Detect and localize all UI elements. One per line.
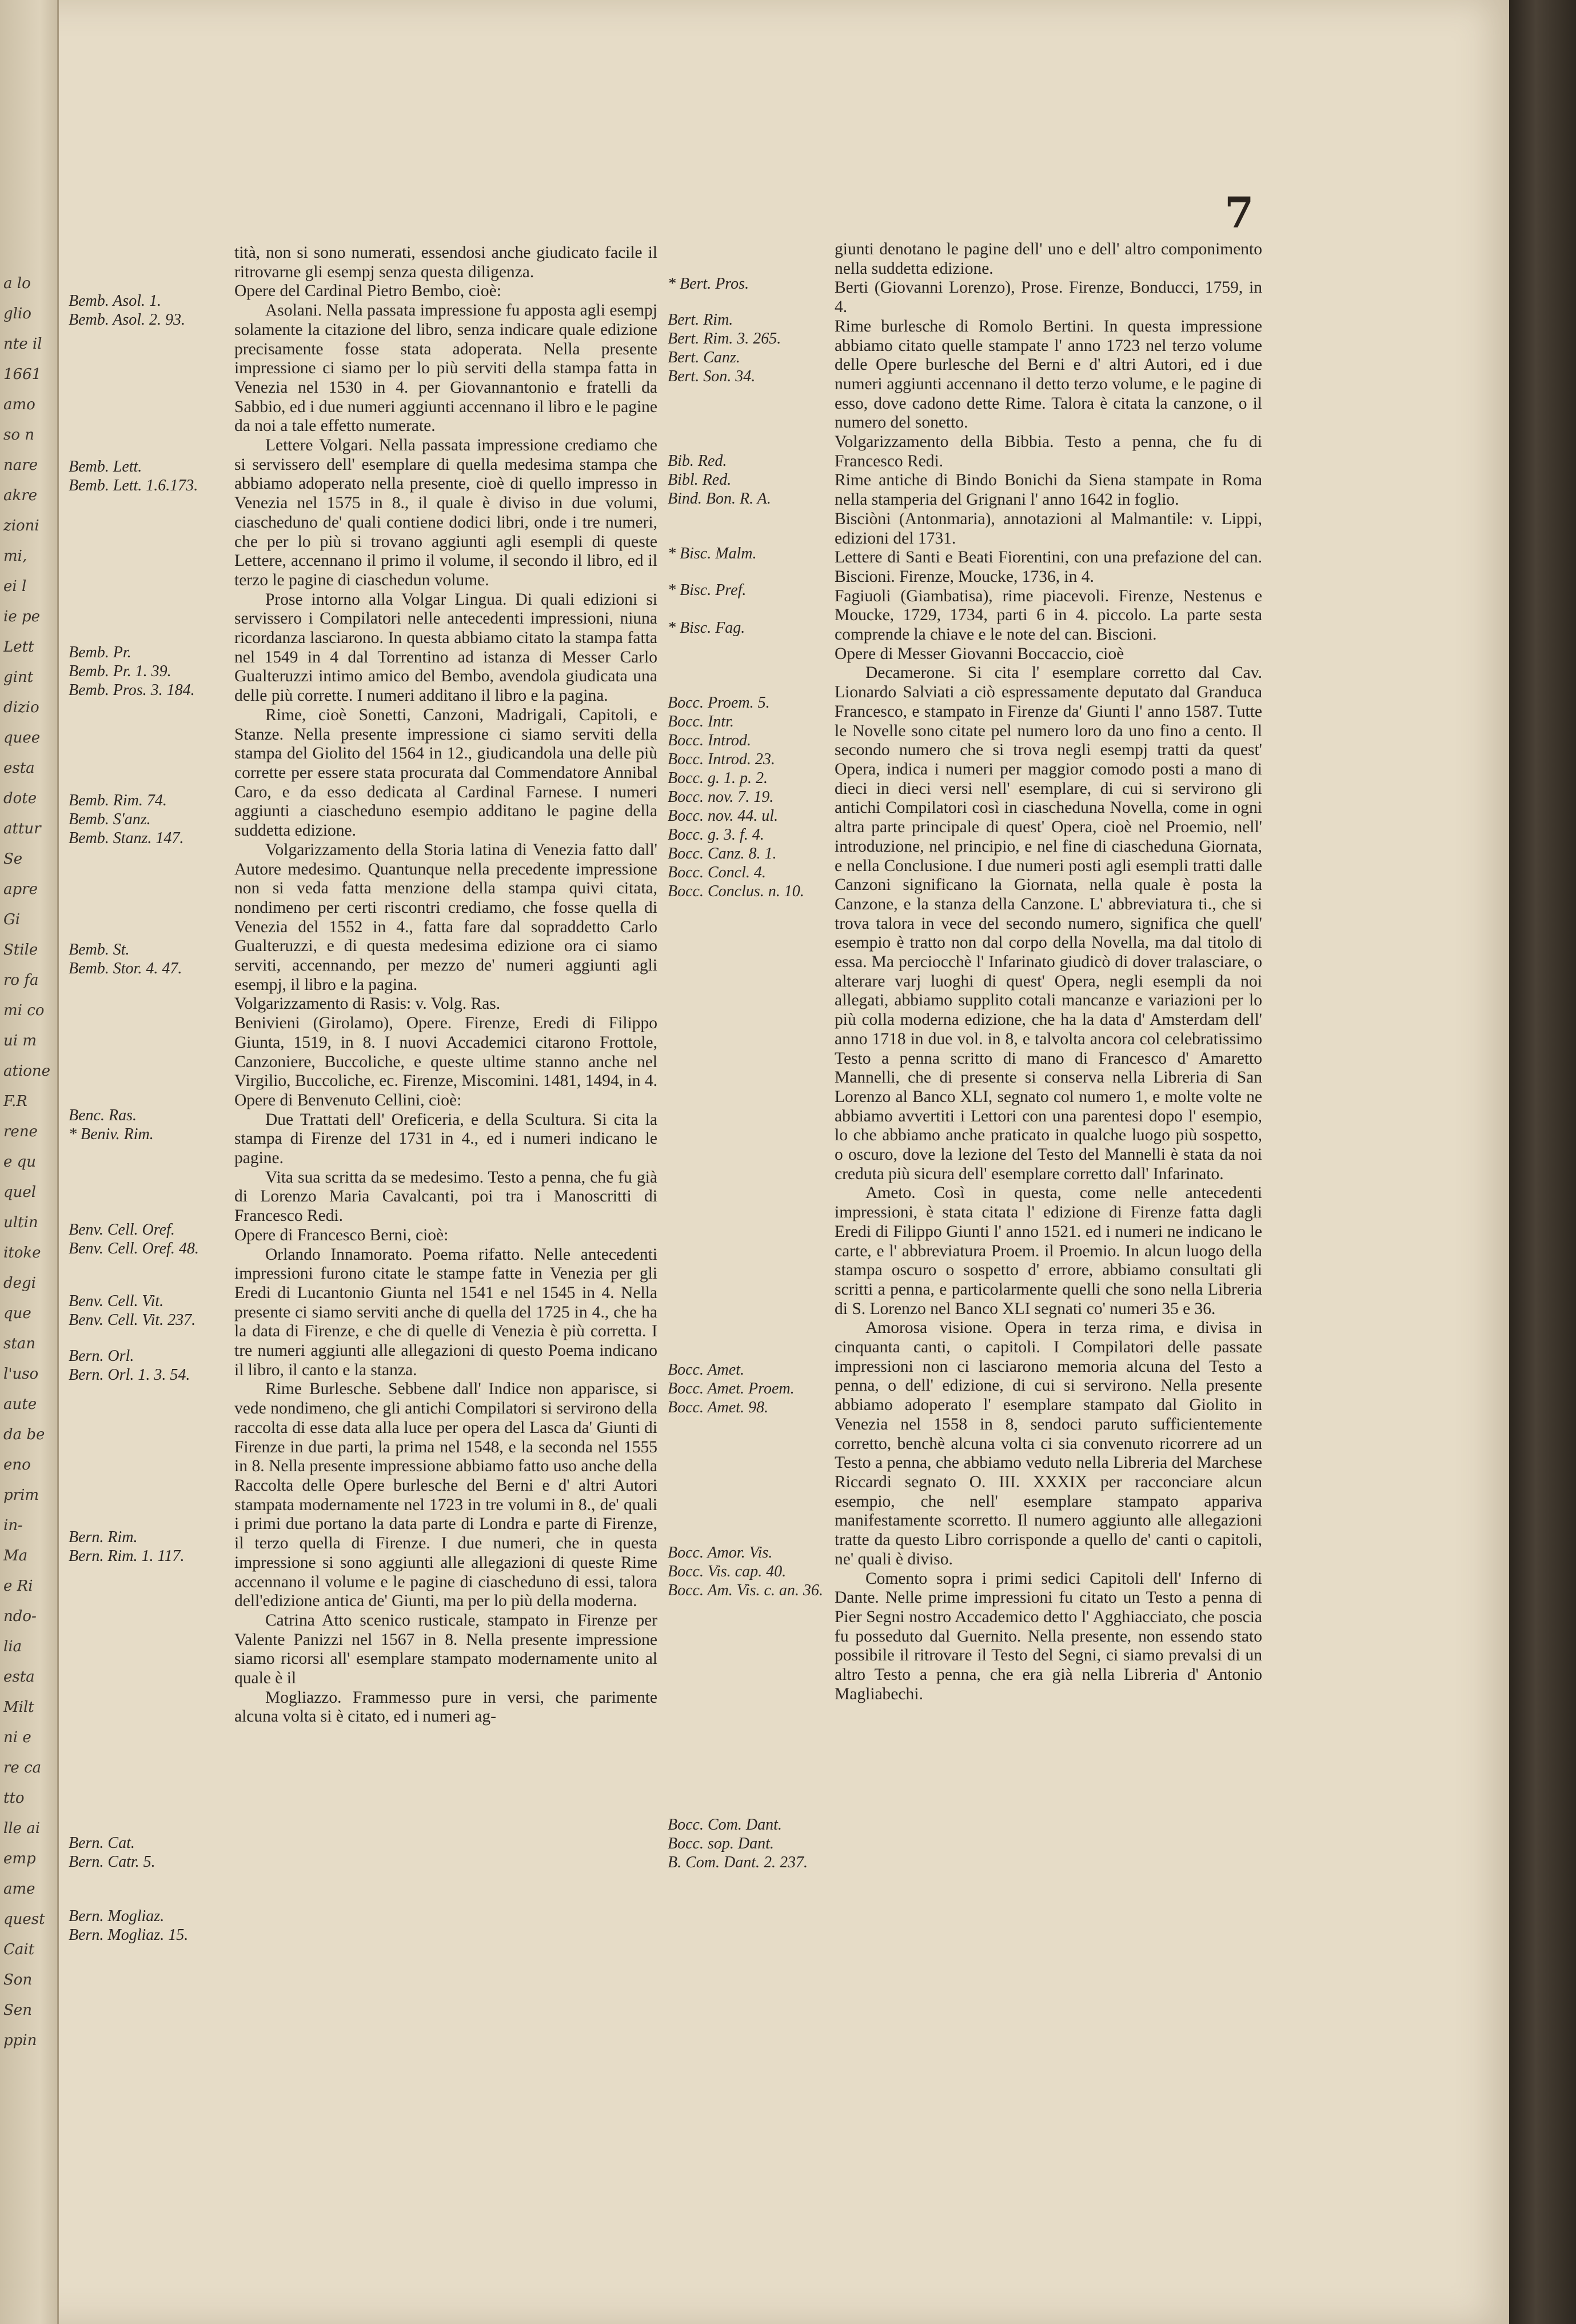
prev-page-fragment: atione xyxy=(3,1063,51,1080)
paragraph: Bisciòni (Antonmaria), annotazioni al Malmantile: v. Lippi, edizioni del 1731. xyxy=(835,509,1262,548)
prev-page-fragment: da be xyxy=(3,1426,45,1443)
marginal-reference: Bocc. Am. Vis. c. an. 36. xyxy=(668,1582,823,1599)
prev-page-fragment: emp xyxy=(3,1850,36,1867)
prev-page-fragment: ni e xyxy=(3,1729,31,1746)
marginal-reference: Bocc. g. 1. p. 2. xyxy=(668,769,768,787)
paragraph: Amorosa visione. Opera in terza rima, e divisa in cinquanta canti, o capitoli. I Compilatori delle passate impressioni non ci lasciarono memoria alcuna del Testo a penna, o dell' edizione, di cui si servirono. Nella presente abbiamo adoperato l' esemplare stampato dal Giolito in Venezia nel 1558 in 8, sendoci paruto sufficientemente corretto, benchè alcuna volta ci sia convenuto ricorrere ad un Testo a penna, che abbiamo veduto nella Libreria del Marchese Riccardi segnato O. III. XXXIX per racconciare alcun esempio, che nell' esemplare stampato appariva manifestamente scorretto. Il numero aggiunto alle allegazioni tratte da questo Libro corrisponde a quello de' canti o capitoli, ne' quali è diviso. xyxy=(835,1319,1262,1568)
book-edge-shadow xyxy=(1509,0,1576,2324)
paragraph: Comento sopra i primi sedici Capitoli dell' Inferno di Dante. Nelle prime impressioni fu citato un Testo a penna di Pier Segni nostro Accademico detto l' Agghiacciato, che poscia fu posseduto dal Guernito. Nella presente, non essendo stato possibile il ritrovare il Testo del Segni, ci siamo prevalsi di un altro Testo a penna, che era già nella Libreria d' Antonio Magliabechi. xyxy=(835,1569,1262,1703)
paragraph: Decamerone. Si cita l' esemplare corretto dal Cav. Lionardo Salviati a ciò espressamente deputato dal Granduca Francesco, e stampato in Firenze da' Giunti l' anno 1587. Tutte le Novelle sono citate pel numero loro da uno fino a cento. Il secondo numero che si trova negli esempj tratti da quest' Opera, indica i numeri per maggior comodo posti a mano di dieci in dieci versi nell' esemplare, di cui si servirono gli antichi Compilatori così in ciascheduna Novella, come in ogni altra parte principale di quest' Opera, cioè nel Proemio, nell' introduzione, nel principio, e nel fine di ciascheduna Giornata, e nella Conclusione. I due numeri posti agli esempli tratti dalle Canzoni significano la Giornata, nella quale è posta la Canzone, e la stanza della Canzone. L' abbreviatura ti., che si trova talora in vece del secondo numero, significa che quell' esempio è tratto non dal corpo della Novella, ma dal titolo di essa. Ma perciocchè l' Infarinato giudicò di dover tralasciare, o alterare varj luoghi di quest' Opera, negli esempli da noi allegati, abbiamo supplito cotali mancanze e variazioni per lo più colla moderna edizione, che ha la data d' Amsterdam dell' anno 1718 in due vol. in 8, e talvolta ancora col celebratissimo Testo a penna scritto di mano di Francesco d' Amaretto Mannelli, che di presente si conserva nella Libreria di San Lorenzo al Banco XLI, segnato col numero 1, e molte volte ne abbiamo avvertiti i Lettori con una parentesi dopo l' esempio, lo che abbiamo anche praticato in qualche luogo più sospetto, o oscuro, dove la lezione del Testo del Mannelli è stata da noi creduta più sicura dell' esemplare corretto dall' Infarinato. xyxy=(835,664,1262,1183)
marginal-reference: Bemb. Rim. 74. xyxy=(69,792,167,809)
prev-page-fragment: e Ri xyxy=(3,1578,33,1595)
marginal-reference: Benc. Ras. xyxy=(69,1107,137,1124)
prev-page-fragment: mi co xyxy=(3,1002,45,1019)
marginal-reference: Bern. Orl. 1. 3. 54. xyxy=(69,1366,190,1384)
marginal-reference: Bert. Rim. 3. 265. xyxy=(668,330,781,348)
paragraph: Catrina Atto scenico rusticale, stampato in Firenze per Valente Panizzi nel 1567 in 8. Nella presente impressione siamo ricorsi all' esemplare stampato modernamente unito al quale è il xyxy=(234,1611,657,1688)
prev-page-fragment: in- xyxy=(3,1517,23,1534)
marginal-reference: * Bisc. Malm. xyxy=(668,545,757,562)
paragraph: Rime, cioè Sonetti, Canzoni, Madrigali, Capitoli, e Stanze. Nella presente impressione ci siamo serviti della stampa del Giolito del 1564 in 12., giudicandola una delle più corrette per essere stata procurata dal Commendatore Annibal Caro, e da esso dedicata al Cardinal Farnese. I numeri aggiunti a ciascheduno esempio additano le pagine della suddetta edizione. xyxy=(234,705,657,840)
prev-page-fragment: quest xyxy=(3,1911,45,1928)
prev-page-fragment: re ca xyxy=(3,1759,42,1776)
marginal-reference: Bemb. Lett. 1.6.173. xyxy=(69,477,198,494)
marginal-reference: Bocc. Conclus. n. 10. xyxy=(668,883,804,900)
marginal-reference: Bemb. Lett. xyxy=(69,458,142,476)
marginal-reference: Bemb. Asol. 1. xyxy=(69,292,162,310)
prev-page-fragment: 1661 xyxy=(3,366,42,383)
prev-page-fragment: glio xyxy=(3,305,31,322)
marginal-reference: Bocc. Amet. xyxy=(668,1361,744,1379)
prev-page-fragment: nare xyxy=(3,457,38,474)
prev-page-fragment: ultin xyxy=(3,1214,38,1231)
paragraph: Lettere di Santi e Beati Fiorentini, con una prefazione del can. Biscioni. Firenze, Moucke, 1736, in 4. xyxy=(835,548,1262,586)
prev-page-fragment: tto xyxy=(3,1790,25,1807)
paragraph: giunti denotano le pagine dell' uno e dell' altro componimento nella suddetta edizione. xyxy=(835,240,1262,278)
marginal-reference: * Bert. Pros. xyxy=(668,275,749,293)
page-number: 7 xyxy=(1224,189,1254,238)
paragraph: Volgarizzamento della Storia latina di Venezia fatto dall' Autore medesimo. Quantunque nella precedente impressione non si veda fatta menzione della stampa quivi citata, nondimeno per certi riscontri crediamo, che fosse quella di Venezia del 1552 in 4., fatta fare dal sopraddetto Carlo Gualteruzzi, e di questa medesima edizione ora ci siamo serviti, accennando, per mezzo de' numeri aggiunti agli esempj, il libro e la pagina. xyxy=(234,840,657,994)
marginal-reference: Bocc. nov. 7. 19. xyxy=(668,788,774,806)
paragraph: Opere di Messer Giovanni Boccaccio, cioè xyxy=(835,644,1124,663)
paragraph: Rime burlesche di Romolo Bertini. In questa impressione abbiamo citato quelle stampate l' anno 1723 nel terzo volume delle Opere burlesche del Berni e d' altri Autori, ed i due numeri aggiunti accennano il detto terzo volume, e le pagine di esso, dove cadono dette Rime. Talora è citata la canzone, o il numero del sonetto. xyxy=(835,317,1262,432)
prev-page-fragment: mi, xyxy=(3,548,27,565)
prev-page-fragment: Cait xyxy=(3,1941,35,1958)
paragraph: Opere di Francesco Berni, cioè: xyxy=(234,1225,449,1244)
marginal-reference: Bert. Rim. xyxy=(668,311,733,329)
marginal-reference: Bemb. St. xyxy=(69,941,130,959)
marginal-reference: Bemb. Pr. 1. 39. xyxy=(69,662,171,680)
prev-page-fragment: ie pe xyxy=(3,608,40,625)
prev-page-fragment: nte il xyxy=(3,336,42,353)
paragraph: Opere di Benvenuto Cellini, cioè: xyxy=(234,1091,462,1109)
prev-page-fragment: itoke xyxy=(3,1244,41,1261)
marginal-reference: Bocc. Vis. cap. 40. xyxy=(668,1563,787,1580)
prev-page-fragment: ei l xyxy=(3,578,27,595)
prev-page-fragment: Sen xyxy=(3,2002,32,2019)
text-column-left xyxy=(234,243,657,1727)
prev-page-fragment: a lo xyxy=(3,275,31,292)
prev-page-fragment: eno xyxy=(3,1456,31,1474)
prev-page-fragment: zioni xyxy=(3,517,39,534)
prev-page-fragment: que xyxy=(3,1305,31,1322)
paragraph: Lettere Volgari. Nella passata impressione crediamo che si servissero dell' esemplare di quella medesima stampa che abbiamo adoperato nella presente, cioè di quello impresso in Venezia nel 1575 in 8., il quale è diviso in due volumi, ciascheduno de' quali contiene dodici libri, onde i tre numeri, che per lo più si trovano aggiunti agli esempli di queste Lettere, accennano il primo il volume, il secondo il libro, ed il terzo le pagine di ciaschedun volume. xyxy=(234,436,657,589)
marginal-reference: Bern. Mogliaz. 15. xyxy=(69,1926,189,1944)
marginal-reference: Bocc. sop. Dant. xyxy=(668,1835,774,1852)
prev-page-fragment: quel xyxy=(3,1184,37,1201)
marginal-reference: * Bisc. Pref. xyxy=(668,581,747,599)
prev-page-fragment: ame xyxy=(3,1880,35,1898)
marginal-reference: Bocc. g. 3. f. 4. xyxy=(668,826,764,844)
marginal-reference: Bocc. Amor. Vis. xyxy=(668,1544,773,1562)
marginal-reference: Bern. Catr. 5. xyxy=(69,1853,155,1871)
marginal-reference: Benv. Cell. Vit. xyxy=(69,1292,164,1310)
prev-page-fragment: attur xyxy=(3,820,41,837)
paragraph: Berti (Giovanni Lorenzo), Prose. Firenze, Bonducci, 1759, in 4. xyxy=(835,278,1262,317)
prev-page-fragment: degi xyxy=(3,1275,36,1292)
marginal-reference: Bemb. Pros. 3. 184. xyxy=(69,681,195,699)
previous-page-edge xyxy=(0,0,59,2324)
paragraph: Benivieni (Girolamo), Opere. Firenze, Eredi di Filippo Giunta, 1519, in 8. I nuovi Accademici citarono Frottole, Canzoniere, Buccoliche, e queste ultime stanno anche nel Virgilio, Buccoliche, ec. Firenze, Miscomini. 1481, 1494, in 4. xyxy=(234,1014,657,1091)
marginal-reference: Bern. Rim. xyxy=(69,1528,138,1546)
prev-page-fragment: lia xyxy=(3,1638,22,1655)
prev-page-fragment: so n xyxy=(3,426,35,444)
marginal-reference: Bern. Cat. xyxy=(69,1834,135,1852)
paragraph: Rime Burlesche. Sebbene dall' Indice non apparisce, si vede nondimeno, che gli antichi Compilatori si servirono della raccolta di esse data alla luce per opera del Lasca da' Giunti di Firenze in due parti, la prima nel 1548, e la seconda nel 1555 in 8. Nella presente impressione abbiamo fatto uso anche della Raccolta delle Opere burlesche del Berni e d' altri Autori stampata modernamente nel 1723 in tre volumi in 8., de' quali i primi due portano la data parte di Londra e parte di Firenze, il terzo quella di Firenze. I due numeri, che in questa impressione si sono aggiunti alle allegazioni di queste Rime accennano il volume e le pagine di ciascheduno di essi, talora dell'edizione antica de' Giunti, ma per lo più della moderna. xyxy=(234,1380,657,1611)
marginal-reference: Bemb. Asol. 2. 93. xyxy=(69,311,186,329)
paragraph: Ameto. Così in questa, come nelle antecedenti impressioni, è stata citata l' edizione di Firenze fatta dagli Eredi di Filippo Giunti l' anno 1521. ed i numeri ne indicano le carte, e l' abbreviatura Proem. il Proemio. In alcun luogo della stampa oscuro o sospetto d' errore, abbiamo consultati gli scritti a penna, e particolarmente quelli che sono nella Libreria di S. Lorenzo nel Banco XLI segnati co' numeri 35 e 36. xyxy=(835,1184,1262,1318)
marginal-reference: Benv. Cell. Vit. 237. xyxy=(69,1311,196,1329)
marginal-reference: Bocc. Canz. 8. 1. xyxy=(668,845,777,862)
marginal-reference: Benv. Cell. Oref. 48. xyxy=(69,1240,199,1257)
prev-page-fragment: ppin xyxy=(3,2032,37,2049)
marginal-reference: Bemb. Stanz. 147. xyxy=(69,829,184,847)
marginal-reference: B. Com. Dant. 2. 237. xyxy=(668,1854,808,1871)
prev-page-fragment: Milt xyxy=(3,1699,34,1716)
marginal-reference: Bern. Orl. xyxy=(69,1347,134,1365)
marginal-reference: Bocc. Introd. 23. xyxy=(668,750,775,768)
paragraph: Volgarizzamento della Bibbia. Testo a penna, che fu di Francesco Redi. xyxy=(835,433,1262,470)
prev-page-fragment: l'uso xyxy=(3,1365,39,1383)
prev-page-fragment: gint xyxy=(3,669,34,686)
marginal-reference: Bern. Rim. 1. 117. xyxy=(69,1547,185,1565)
prev-page-fragment: quee xyxy=(3,729,41,746)
marginal-reference: Bocc. Com. Dant. xyxy=(668,1816,782,1834)
marginal-reference: Bert. Canz. xyxy=(668,349,740,366)
prev-page-fragment: akre xyxy=(3,487,38,504)
marginal-reference: Bocc. Amet. Proem. xyxy=(668,1380,795,1397)
marginal-reference: Bibl. Red. xyxy=(668,471,732,489)
prev-page-fragment: rene xyxy=(3,1123,38,1140)
prev-page-fragment: stan xyxy=(3,1335,36,1352)
prev-page-fragment: lle ai xyxy=(3,1820,41,1837)
marginal-reference: Bib. Red. xyxy=(668,452,727,470)
marginal-reference: Bemb. Pr. xyxy=(69,644,131,661)
prev-page-fragment: apre xyxy=(3,881,38,898)
paragraph: Prose intorno alla Volgar Lingua. Di quali edizioni si servissero i Compilatori nelle antecedenti impressioni, niuna ricordanza lasciarono. In questa abbiamo citato la stampa fatta nel 1549 in 4 dal Torrentino ad istanza di Messer Carlo Gualteruzzi intimo amico del Bembo, avendola giudicata una delle più corrette. I numeri additano il libro e la pagina. xyxy=(234,590,657,705)
paragraph: Mogliazzo. Frammesso pure in versi, che parimente alcuna volta si è citato, ed i numeri ag- xyxy=(234,1688,657,1726)
marginal-reference: Bert. Son. 34. xyxy=(668,368,756,385)
marginal-reference: * Beniv. Rim. xyxy=(69,1125,154,1143)
marginal-reference: Bocc. Concl. 4. xyxy=(668,864,766,881)
prev-page-fragment: esta xyxy=(3,1668,35,1686)
prev-page-fragment: Se xyxy=(3,850,23,868)
paragraph: Asolani. Nella passata impressione fu apposta agli esempj solamente la citazione del libro, senza indicare quale edizione precisamente fosse stata adoperata. Nella presente impressione ci siamo per lo più serviti della stampa fatta in Venezia nel 1530 in 4. per Giovannantonio e fratelli da Sabbio, ed i due numeri aggiunti accennano il libro e le pagine da noi a tale effetto numerate. xyxy=(234,301,657,436)
prev-page-fragment: F.R xyxy=(3,1093,27,1110)
marginal-reference: Bocc. Proem. 5. xyxy=(668,694,770,712)
prev-page-fragment: ndo- xyxy=(3,1608,37,1625)
text-column-right xyxy=(835,240,1262,1704)
paragraph: Rime antiche di Bindo Bonichi da Siena stampate in Roma nella stamperia del Grignani l' anno 1642 in foglio. xyxy=(835,471,1262,509)
prev-page-fragment: Lett xyxy=(3,638,34,656)
paragraph: tità, non si sono numerati, essendosi anche giudicato facile il ritrovarne gli esempj senza questa diligenza. xyxy=(234,243,657,281)
marginal-reference: Bocc. nov. 44. ul. xyxy=(668,807,779,825)
marginal-reference: Benv. Cell. Oref. xyxy=(69,1221,175,1239)
paragraph: Vita sua scritta da se medesimo. Testo a penna, che fu già di Lorenzo Maria Cavalcanti, poi tra i Manoscritti di Francesco Redi. xyxy=(234,1168,657,1225)
marginal-reference: Bocc. Amet. 98. xyxy=(668,1399,768,1416)
marginal-reference: * Bisc. Fag. xyxy=(668,619,745,637)
paragraph: Volgarizzamento di Rasis: v. Volg. Ras. xyxy=(234,995,501,1013)
prev-page-fragment: esta xyxy=(3,760,35,777)
marginal-reference: Bind. Bon. R. A. xyxy=(668,490,771,508)
prev-page-fragment: Gi xyxy=(3,911,21,928)
prev-page-fragment: Son xyxy=(3,1971,33,1988)
paragraph: Opere del Cardinal Pietro Bembo, cioè: xyxy=(234,282,501,301)
paragraph: Due Trattati dell' Oreficeria, e della Scultura. Si cita la stampa di Firenze del 1731 in 4., ed i numeri indicano le pagine. xyxy=(234,1110,657,1168)
paragraph: Orlando Innamorato. Poema rifatto. Nelle antecedenti impressioni furono citate le stampe fatte in Venezia per gli Eredi di Lucantonio Giunta nel 1541 e nel 1545 in 4. Nella presente ci siamo serviti anche di quella del 1725 in 4., che ha la data di Firenze, e che di quelle di Venezia è più corretta. I tre numeri aggiunti alle allegazioni di questo Poema indicano il libro, il canto e la stanza. xyxy=(234,1245,657,1379)
marginal-reference: Bocc. Intr. xyxy=(668,713,734,730)
paragraph: Fagiuoli (Giambatisa), rime piacevoli. Firenze, Nestenus e Moucke, 1729, 1734, parti 6 in 4. piccolo. La parte sesta comprende la chiave e le note del can. Biscioni. xyxy=(835,586,1262,644)
prev-page-fragment: amo xyxy=(3,396,35,413)
prev-page-fragment: ro fa xyxy=(3,972,39,989)
prev-page-fragment: aute xyxy=(3,1396,37,1413)
prev-page-fragment: prim xyxy=(3,1487,39,1504)
prev-page-fragment: ui m xyxy=(3,1032,37,1049)
prev-page-fragment: Stile xyxy=(3,941,38,959)
marginal-reference: Bocc. Introd. xyxy=(668,732,751,749)
marginal-reference: Bern. Mogliaz. xyxy=(69,1907,165,1925)
prev-page-fragment: Ma xyxy=(3,1547,28,1564)
marginal-reference: Bemb. Stor. 4. 47. xyxy=(69,960,182,977)
prev-page-fragment: dote xyxy=(3,790,37,807)
marginal-reference: Bemb. S'anz. xyxy=(69,810,151,828)
prev-page-fragment: dizio xyxy=(3,699,39,716)
prev-page-fragment: e qu xyxy=(3,1153,37,1171)
